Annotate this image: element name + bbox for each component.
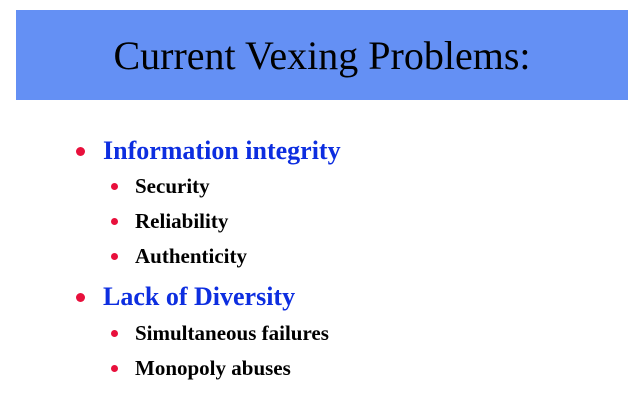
bullet-dot-icon (111, 365, 118, 372)
sub-bullet-item-simultaneous-failures (111, 318, 329, 348)
sub-bullet-label: Reliability (135, 208, 229, 233)
bullet-dot-icon (111, 253, 118, 260)
slide-title: Current Vexing Problems: (113, 32, 531, 78)
bullet-label: Information integrity (103, 136, 341, 165)
bullet-label: Lack of Diversity (103, 282, 296, 311)
sub-bullet-label: Simultaneous failures (135, 320, 329, 345)
bullet-dot-icon (111, 183, 118, 190)
sub-bullet-label: Authenticity (135, 243, 247, 268)
sub-bullet-item-authenticity (111, 241, 247, 271)
sub-bullet-label: Monopoly abuses (135, 355, 291, 380)
bullet-item-information-integrity (76, 134, 341, 168)
bullet-item-lack-of-diversity (76, 280, 295, 314)
title-band (16, 10, 628, 100)
sub-bullet-label: Security (135, 173, 210, 198)
bullet-dot-icon (76, 147, 85, 156)
sub-bullet-item-security (111, 171, 210, 201)
sub-bullet-item-monopoly-abuses (111, 353, 291, 383)
bullet-dot-icon (111, 218, 118, 225)
sub-bullet-item-reliability (111, 206, 228, 236)
bullet-dot-icon (76, 293, 85, 302)
bullet-dot-icon (111, 330, 118, 337)
